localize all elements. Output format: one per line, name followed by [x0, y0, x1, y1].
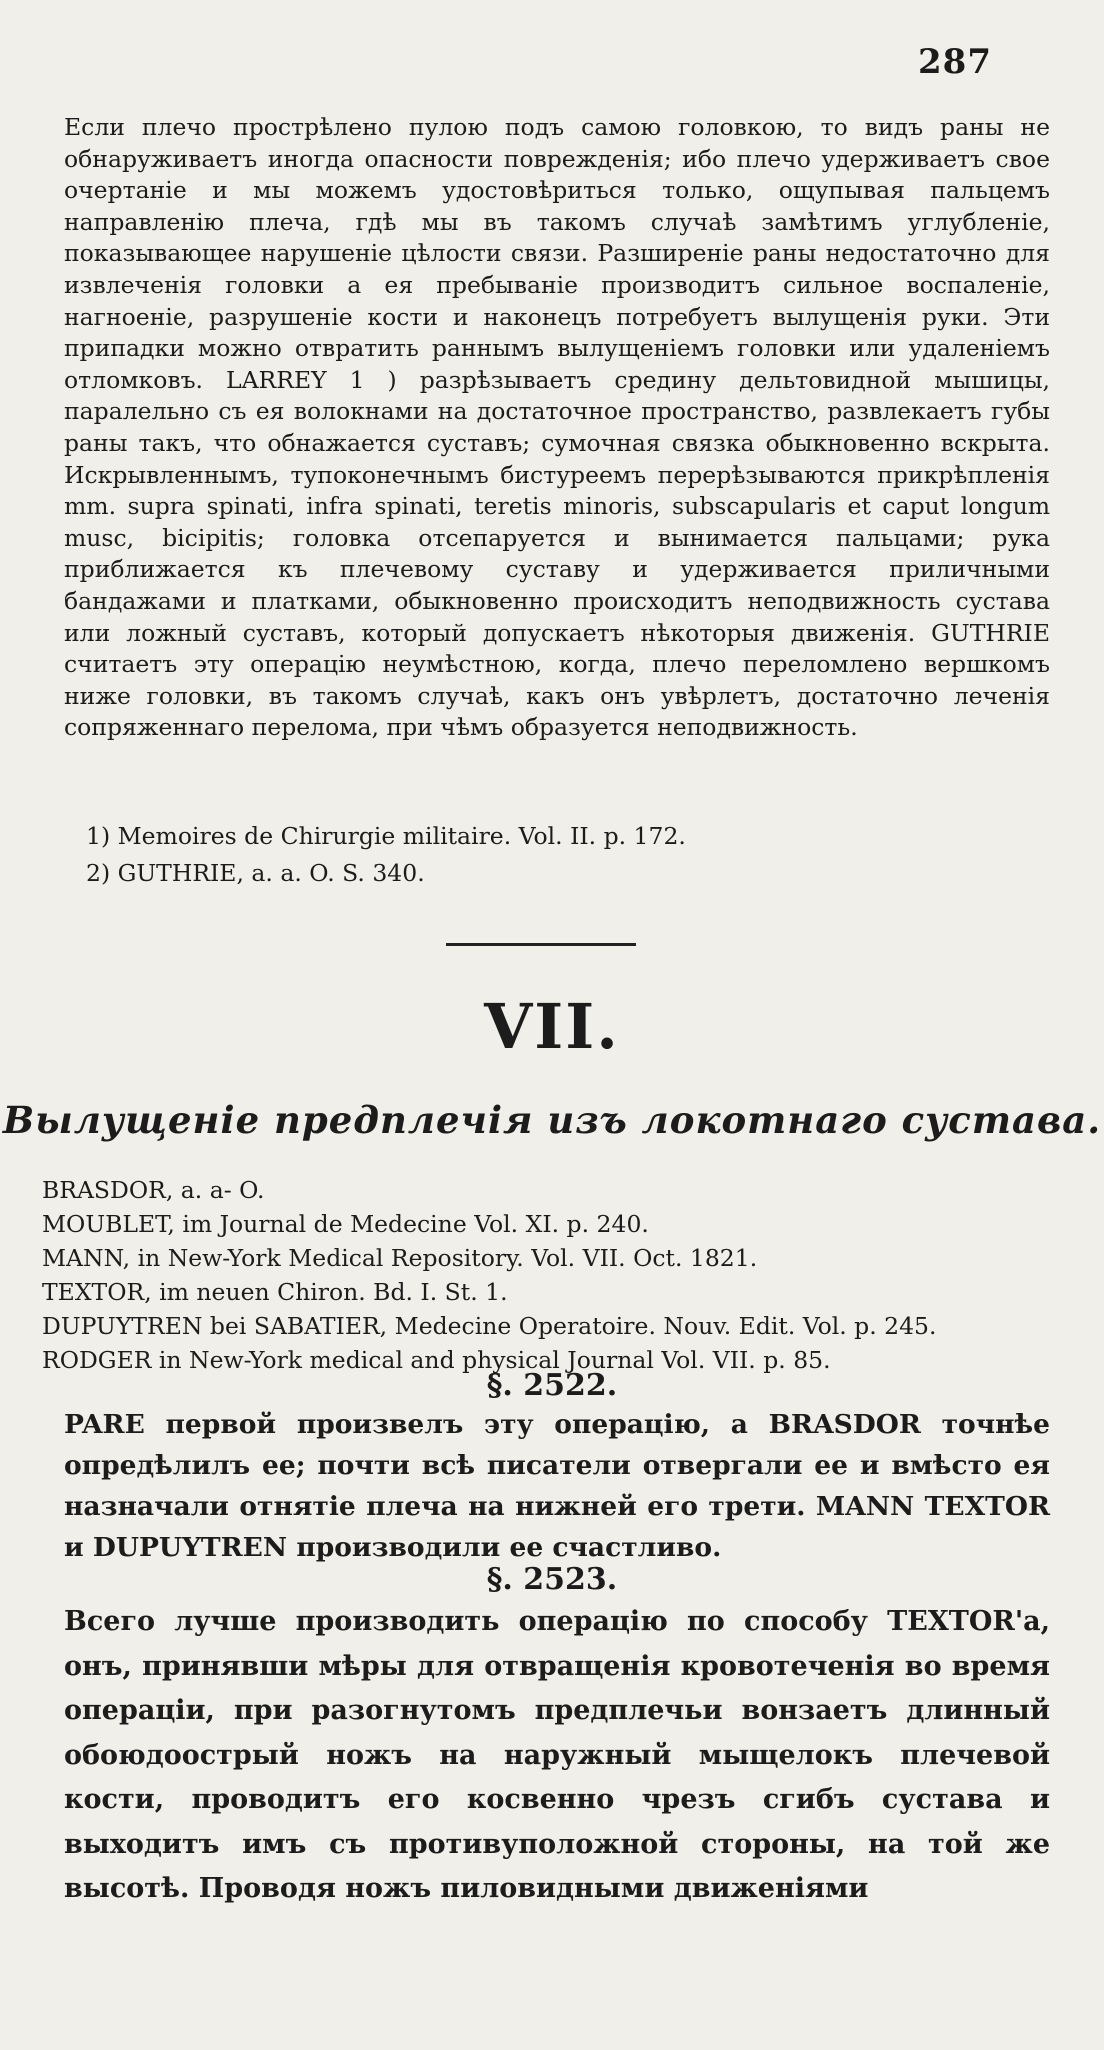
reference-item: MOUBLET, im Journal de Medecine Vol. XI. p. 240. — [42, 1210, 649, 1238]
section-heading-2522: §. 2522. — [486, 1368, 618, 1403]
footnote-1: 1) Memoires de Chirurgie militaire. Vol. II. p. 172. — [86, 822, 686, 850]
footnotes — [64, 818, 686, 892]
reference-item: RODGER in New-York medical and physical Journal Vol. VII. p. 85. — [42, 1346, 831, 1374]
footnote-2: 2) GUTHRIE, a. a. O. S. 340. — [86, 859, 425, 887]
body-paragraph-2: PARE первой произвелъ эту операцію, а BRASDOR точнѣе опредѣлилъ ее; почти всѣ писатели отвергали ее и вмѣсто ея назначали отнятіе плеча на нижней его трети. MANN TEXTOR и DUPUYTREN производили ее счастливо. — [64, 1409, 1050, 1563]
section-heading-2523: §. 2523. — [486, 1562, 618, 1597]
reference-item: TEXTOR, im neuen Chiron. Bd. I. St. 1. — [42, 1278, 508, 1306]
reference-item: MANN, in New-York Medical Repository. Vol. VII. Oct. 1821. — [42, 1244, 758, 1272]
reference-item: DUPUYTREN bei SABATIER, Medecine Operatoire. Nouv. Edit. Vol. p. 245. — [42, 1312, 937, 1340]
chapter-number: VII. — [484, 990, 620, 1063]
section-divider — [446, 943, 636, 946]
body-paragraph-1: Если плечо прострѣлено пулою подъ самою головкою, то видъ раны не обнаруживаетъ иногда опасности повреждeнія; ибо плечо удерживаетъ свое очертаніе и мы можемъ удостовѣриться только, ощупывая пальцемъ направленію плеча, гдѣ мы въ такомъ случаѣ замѣтимъ углубленіе, показывающее нарушеніе цѣлости связи. Разширеніе раны недостаточно для извлеченія головки а ея пребываніе производитъ сильное воспаленіе, нагноеніе, разрушеніе кости и наконецъ потребуетъ вылущенія руки. Эти припадки можно отвратить раннымъ вылущеніемъ головки или удаленіемъ отломковъ. LARREY 1 ) разрѣзываетъ средину дельтовидной мышицы, паралельно съ ея волокнами на достаточное пространство, развлекаетъ губы раны такъ, что обнажается суставъ; сумочная связка обыкновенно вскрыта. Искрывленнымъ, тупоконечнымъ бистуреемъ перерѣзываются прикрѣпленія mm. supra spinati, infra spinati, teretis minoris, subscapularis et caput longum musc, bicipitis; головка отсепаруется и вынимается пальцами; рука приближается къ плечевому суставу и удерживается приличными бандажами и платками, обыкновенно происходитъ неподвижность сустава или ложный суставъ, который допускаетъ нѣкоторыя движенія. GUTHRIE считаетъ эту операцію неумѣстною, когда, плечо переломлено вершкомъ ниже головки, въ такомъ случаѣ, какъ онъ увѣрлетъ, достаточно леченія сопряженнаго перелома, при чѣмъ образуется неподвижность. — [64, 113, 1050, 742]
page-number: 287 — [918, 42, 992, 82]
chapter-title: Вылущеніе предплечія изъ локотнаго сустава. — [2, 1098, 1102, 1142]
body-paragraph-3: Всего лучше производить операцію по способу TEXTOR'а, онъ, принявши мѣры для отвращенія кровотеченія во время операціи, при разогнутомъ предплечьи вонзаетъ длинный обоюдоострый ножъ на наружный мыщелокъ плечевой кости, проводитъ его косвенно чрезъ сгибъ сустава и выходитъ имъ съ противуположной стороны, на той же высотѣ. Проводя ножъ пиловидными движеніями — [64, 1606, 1050, 1904]
reference-item: BRASDOR, a. a- O. — [42, 1176, 265, 1204]
reference-list — [42, 1173, 1062, 1377]
